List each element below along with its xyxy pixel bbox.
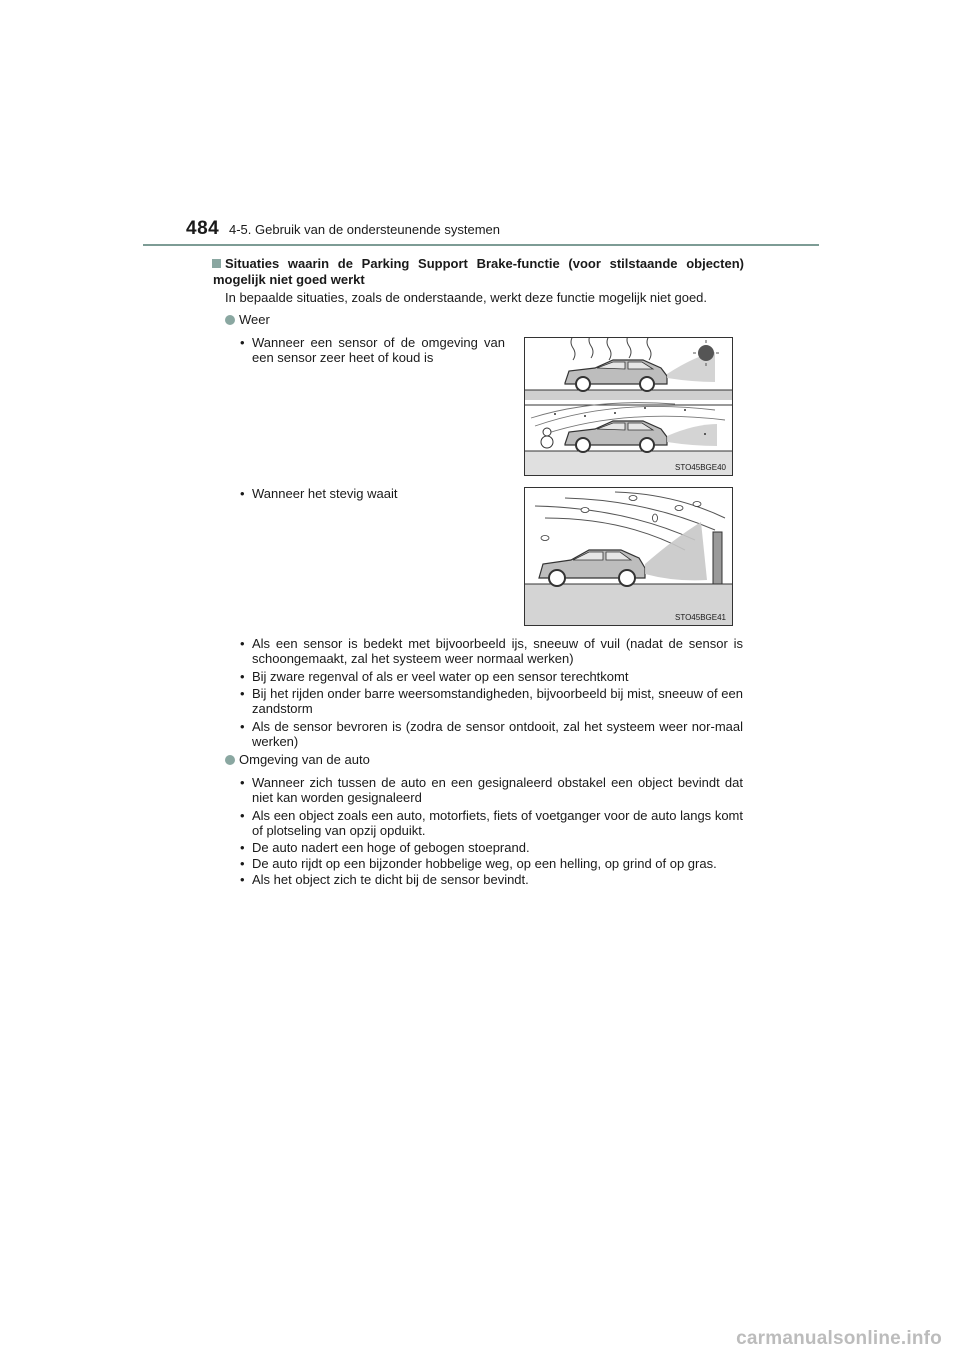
weather-item-covered [240, 636, 743, 666]
section-title: Situaties waarin de Parking Support Brake-functie (voor stilstaande objecten) mogelijk niet goed werkt [213, 256, 744, 287]
figure-code: STO45BGE40 [675, 463, 726, 472]
bullet-icon: • [240, 669, 245, 684]
bullet-icon: • [240, 840, 245, 855]
bullet-icon: • [240, 335, 245, 350]
section-heading [213, 256, 744, 288]
item-text: Wanneer het stevig waait [252, 486, 398, 501]
bullet-icon: • [240, 719, 245, 734]
figure-code: STO45BGE41 [675, 613, 726, 622]
item-text: Bij het rijden onder barre weersomstandigheden, bijvoorbeeld bij mist, sneeuw of een zandstorm [252, 686, 743, 716]
header-rule [143, 244, 819, 246]
weather-heading [225, 312, 270, 327]
bullet-icon: • [240, 636, 245, 651]
footer-watermark: carmanualsonline.info [736, 1328, 942, 1349]
bullet-icon: • [240, 872, 245, 887]
item-text: Wanneer zich tussen de auto en een gesignaleerd obstakel een object bevindt dat niet kan worden gesignaleerd [252, 775, 743, 805]
bullet-icon: • [240, 856, 245, 871]
weather-label: Weer [239, 312, 270, 327]
bullet-icon: • [240, 486, 245, 501]
figure-hot-cold [524, 337, 733, 476]
section-intro: In bepaalde situaties, zoals de onderstaande, werkt deze functie mogelijk niet goed. [225, 290, 708, 305]
weather-item-hot-cold [240, 335, 505, 365]
surroundings-item-undetectable [240, 775, 743, 805]
circle-bullet-icon [225, 755, 235, 765]
hot-cold-illustration [525, 338, 732, 475]
weather-item-frozen [240, 719, 743, 749]
surroundings-heading [225, 752, 370, 767]
weather-item-severe [240, 686, 743, 716]
page-number: 484 [186, 218, 220, 239]
item-text: Als het object zich te dicht bij de sensor bevindt. [252, 872, 529, 887]
surroundings-label: Omgeving van de auto [239, 752, 370, 767]
bullet-icon: • [240, 775, 245, 790]
surroundings-item-too-close [240, 872, 743, 887]
item-text: Bij zware regenval of als er veel water op een sensor terechtkomt [252, 669, 629, 684]
item-text: De auto rijdt op een bijzonder hobbelige weg, op een helling, op grind of op gras. [252, 856, 717, 871]
item-text: Als de sensor bevroren is (zodra de sensor ontdooit, zal het systeem weer nor-maal werken) [252, 719, 743, 749]
item-text: De auto nadert een hoge of gebogen stoeprand. [252, 840, 530, 855]
weather-item-rain [240, 669, 743, 684]
surroundings-item-crossing [240, 808, 743, 838]
wind-illustration [525, 488, 732, 625]
running-head: 4-5. Gebruik van de ondersteunende systemen [229, 222, 501, 237]
surroundings-item-curb [240, 840, 743, 855]
item-text: Als een object zoals een auto, motorfiets, fiets of voetganger voor de auto langs komt of plotseling van opzij opduikt. [252, 808, 743, 838]
item-text: Wanneer een sensor of de omgeving van een sensor zeer heet of koud is [252, 335, 505, 365]
bullet-icon: • [240, 808, 245, 823]
weather-item-wind [240, 486, 505, 501]
item-text: Als een sensor is bedekt met bijvoorbeeld ijs, sneeuw of vuil (nadat de sensor is schoongemaakt, zal het systeem weer normaal werken) [252, 636, 743, 666]
section-square-icon [212, 259, 221, 268]
circle-bullet-icon [225, 315, 235, 325]
bullet-icon: • [240, 686, 245, 701]
figure-wind [524, 487, 733, 626]
surroundings-item-rough-road [240, 856, 743, 871]
